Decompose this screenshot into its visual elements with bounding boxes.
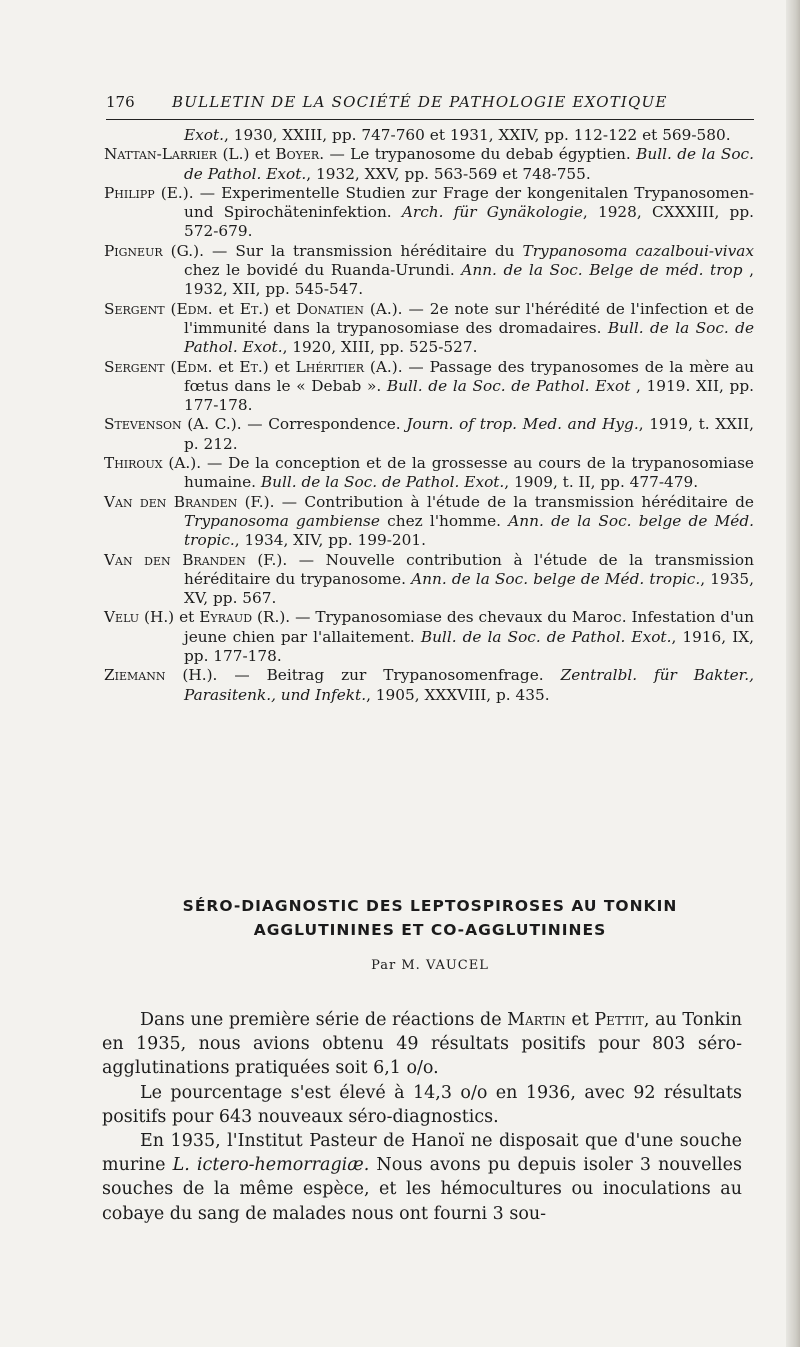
reference-text: , 1930, XXIII, pp. 747-760 et 1931, XXIV, pp. 112-122 et 569-580. bbox=[224, 126, 731, 144]
reference-text: (F.). — Contribution à l'étude de la transmission héréditaire de bbox=[237, 492, 754, 511]
reference-text: (L.) et bbox=[217, 145, 276, 164]
reference-journal: Arch. für Gynäkologie bbox=[401, 203, 583, 222]
reference-text: Eyraud bbox=[199, 608, 253, 627]
reference-entry bbox=[104, 126, 754, 145]
article-title-line-1: SÉRO-DIAGNOSTIC DES LEPTOSPIROSES AU TONKIN bbox=[182, 897, 678, 915]
reference-text: (A.). — De la conception et de la grossesse au cours de la trypanosomiase humaine. bbox=[162, 454, 754, 492]
reference-text: Edm. bbox=[176, 299, 213, 318]
reference-entry bbox=[104, 358, 754, 416]
reference-entry bbox=[104, 666, 754, 705]
reference-journal: Bull. de la Soc. de Pathol. Exot. bbox=[420, 627, 672, 646]
reference-journal: Trypanosoma gambiense bbox=[184, 511, 380, 530]
reference-journal: Bull. de la Soc. de Pathol. Exot. bbox=[260, 473, 505, 492]
reference-text: Boyer bbox=[275, 145, 320, 164]
reference-entry bbox=[104, 184, 754, 242]
reference-text: chez l'homme. bbox=[379, 511, 509, 530]
reference-text: , 1909, t. II, pp. 477-479. bbox=[504, 473, 699, 492]
reference-author: Sergent bbox=[104, 357, 165, 376]
reference-text: , 1905, XXXVIII, p. 435. bbox=[366, 685, 550, 704]
reference-text: Et. bbox=[239, 357, 263, 376]
reference-entry bbox=[104, 145, 754, 184]
body-paragraph bbox=[102, 1008, 742, 1081]
reference-text: . — Le trypanosome du debab égyptien. bbox=[319, 145, 637, 164]
reference-text: , 1935, XV, pp. 567. bbox=[184, 569, 754, 608]
reference-journal: Zentralbl. für Bakter., Parasitenk., und Infekt. bbox=[184, 666, 754, 704]
reference-list bbox=[104, 126, 754, 705]
reference-journal: Trypanosoma cazalboui-vivax bbox=[522, 241, 754, 260]
species-name: L. ictero-hemorragiæ. bbox=[172, 1155, 370, 1176]
reference-journal: Ann. de la Soc. belge de Méd. tropic. bbox=[411, 569, 701, 588]
running-header bbox=[106, 93, 754, 115]
body-paragraph bbox=[102, 1129, 742, 1226]
reference-entry bbox=[104, 493, 754, 551]
reference-text: Donatien bbox=[296, 299, 364, 318]
reference-journal: Exot. bbox=[184, 126, 225, 144]
reference-text: , 1919. XII, pp. 177-178. bbox=[184, 376, 754, 415]
page-edge-shadow bbox=[786, 0, 800, 1347]
reference-author: Thiroux bbox=[104, 454, 163, 473]
reference-text: (A.). — 2e note sur l'hérédité de l'infection et de l'immunité dans la trypanosomiase des dromadaires. bbox=[184, 299, 754, 337]
reference-journal: Ann. de la Soc. Belge de méd. trop bbox=[461, 261, 743, 280]
paragraph-text: En 1935, l'Institut Pasteur de Hanoï ne disposait que d'une souche murine bbox=[102, 1131, 742, 1176]
reference-journal: Journ. of trop. Med. and Hyg. bbox=[406, 415, 639, 434]
reference-text: (H.). — Beitrag zur Trypanosomenfrage. bbox=[165, 666, 561, 685]
reference-text: (G.). — Sur la transmission héréditaire du bbox=[162, 241, 523, 260]
reference-author: Nattan-Larrier bbox=[104, 145, 218, 164]
reference-text: (A.). — Passage des trypanosomes de la mère au fœtus dans le « Debab ». bbox=[184, 357, 754, 395]
reference-entry bbox=[104, 551, 754, 609]
reference-text: et bbox=[212, 299, 240, 318]
reference-text: , 1932, XXV, pp. 563-569 et 748-755. bbox=[306, 164, 591, 183]
reference-text: ) et bbox=[262, 357, 296, 376]
reference-journal: Bull. de la Soc. de Pathol. Exot. bbox=[184, 145, 754, 183]
reference-text: (E.). — Experimentelle Studien zur Frage der kongenitalen Trypanosomen- und Spirochäteninfektion. bbox=[154, 183, 754, 222]
running-title: BULLETIN DE LA SOCIÉTÉ DE PATHOLOGIE EXOTIQUE bbox=[172, 93, 668, 111]
reference-entry bbox=[104, 415, 754, 454]
reference-text: ) et bbox=[263, 299, 297, 318]
reference-author: Sergent bbox=[104, 299, 165, 318]
author-name: Pettit bbox=[594, 1010, 644, 1030]
article-byline: Par M. VAUCEL bbox=[371, 958, 489, 973]
reference-text: (F.). — Nouvelle contribution à l'étude de la transmission héréditaire du trypanosome. bbox=[184, 550, 754, 588]
page-number: 176 bbox=[106, 93, 135, 111]
paragraph-text: Nous avons pu depuis isoler 3 nouvelles souches de la même espèce, et les hémocultures ou inoculations au cobaye du sang de malades nous ont fourni 3 sou- bbox=[102, 1155, 742, 1224]
reference-text: , 1934, XIV, pp. 199-201. bbox=[234, 531, 426, 550]
paragraph-text: Le pourcentage s'est élevé à 14,3 o/o en 1936, avec 92 résultats positifs pour 643 nouveaux séro-diagnostics. bbox=[102, 1082, 742, 1127]
reference-text: , 1928, CXXXIII, pp. 572-679. bbox=[184, 203, 754, 241]
reference-journal: Bull. de la Soc. de Pathol. Exot. bbox=[184, 318, 754, 357]
reference-text: , 1916, IX, pp. 177-178. bbox=[184, 627, 754, 666]
header-rule bbox=[106, 119, 754, 120]
reference-author: Philipp bbox=[104, 183, 155, 202]
reference-text: ( bbox=[164, 299, 177, 318]
reference-journal: Bull. de la Soc. de Pathol. Exot bbox=[386, 376, 631, 395]
paragraph-text: Dans une première série de réactions de bbox=[140, 1010, 508, 1030]
reference-text: ( bbox=[164, 357, 177, 376]
article-title-line-2: AGGLUTININES ET CO-AGGLUTININES bbox=[253, 921, 607, 939]
article-title bbox=[110, 894, 750, 942]
reference-text: (H.) et bbox=[139, 608, 200, 627]
reference-author: Ziemann bbox=[104, 666, 166, 685]
reference-text: chez le bovidé du Ruanda-Urundi. bbox=[184, 261, 462, 280]
reference-entry bbox=[104, 300, 754, 358]
reference-entry bbox=[104, 242, 754, 300]
paragraph-text: et bbox=[565, 1010, 595, 1030]
author-name: Martin bbox=[507, 1010, 566, 1030]
reference-author: Van den Branden bbox=[104, 550, 246, 569]
article-body bbox=[102, 1008, 742, 1226]
reference-text: et bbox=[212, 357, 240, 376]
paragraph-text: , au Tonkin en 1935, nous avions obtenu 49 résultats positifs pour 803 séro-agglutinations pratiquées soit 6,1 o/o. bbox=[102, 1010, 742, 1079]
reference-text: Lhéritier bbox=[295, 357, 365, 376]
reference-author: Van den Branden bbox=[104, 492, 238, 511]
reference-author: Velu bbox=[104, 608, 140, 627]
reference-text: (A. C.). — Correspondence. bbox=[181, 415, 407, 434]
body-paragraph bbox=[102, 1081, 742, 1129]
reference-journal: Ann. de la Soc. belge de Méd. tropic. bbox=[184, 511, 754, 550]
reference-author: Pigneur bbox=[104, 241, 163, 260]
reference-entry bbox=[104, 608, 754, 666]
reference-text: , 1920, XIII, pp. 525-527. bbox=[282, 338, 478, 357]
reference-author: Stevenson bbox=[104, 415, 182, 434]
reference-text: Et. bbox=[239, 299, 264, 318]
reference-text: Edm. bbox=[176, 357, 213, 376]
reference-text: (R.). — Trypanosomiase des chevaux du Maroc. Infestation d'un jeune chien par l'allaitement. bbox=[184, 608, 754, 646]
reference-text: , 1932, XII, pp. 545-547. bbox=[184, 261, 754, 299]
reference-entry bbox=[104, 454, 754, 493]
reference-text: , 1919, t. XXII, p. 212. bbox=[184, 415, 755, 453]
